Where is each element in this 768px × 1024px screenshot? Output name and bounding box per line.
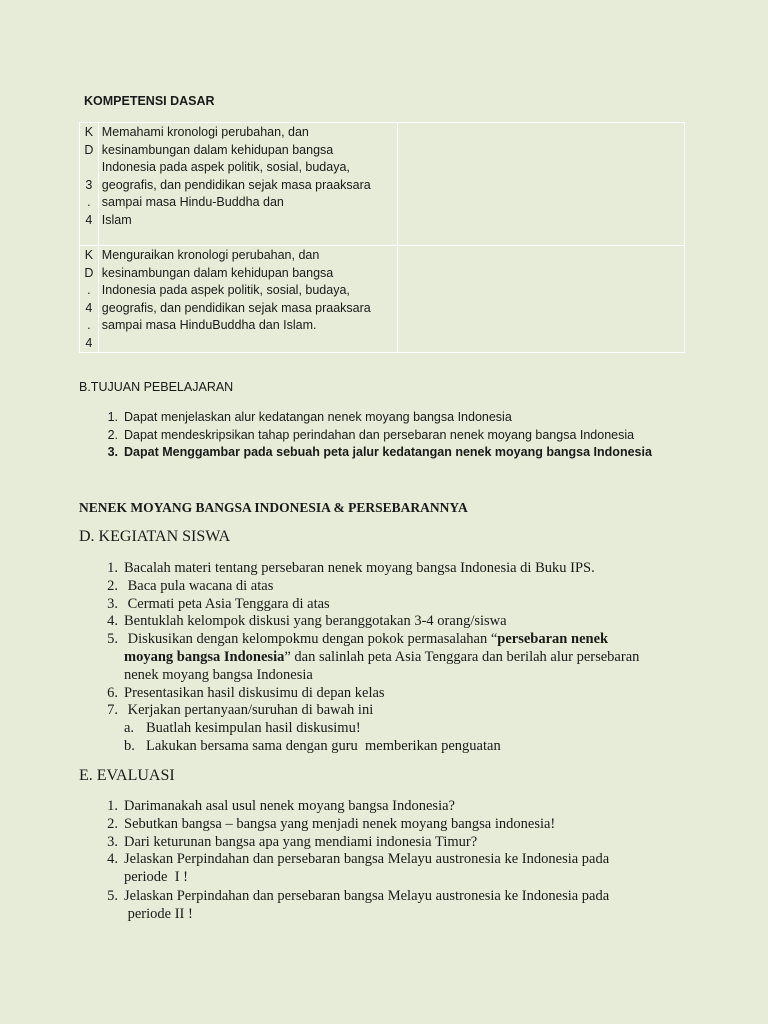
list-text: Dapat mendeskripsikan tahap perindahan dan persebaran nenek moyang bangsa Indonesia — [124, 427, 635, 442]
kd-description-cell — [98, 246, 398, 353]
list-text: Bacalah materi tentang persebaran nenek moyang bangsa Indonesia di Buku IPS. — [124, 560, 595, 576]
list-text: Bentuklah kelompok diskusi yang beranggotakan 3-4 orang/siswa — [124, 613, 507, 630]
list-number: 1. — [107, 560, 118, 576]
list-text: Jelaskan Perpindahan dan persebaran bangsa Melayu austronesia ke Indonesia pada — [124, 887, 610, 904]
sub-item-text: Buatlah kesimpulan hasil diskusimu! — [146, 720, 361, 737]
list-number: 3. — [107, 445, 118, 459]
list-number: 5. — [107, 887, 118, 904]
tujuan-heading: B.TUJUAN PEBELAJARAN — [79, 380, 234, 394]
tujuan-list — [107, 409, 652, 462]
list-number: 2. — [107, 815, 118, 832]
kd-code-char — [80, 159, 98, 177]
list-number: 1. — [107, 410, 118, 424]
list-number: 3. — [107, 833, 118, 850]
list-number: 1. — [107, 798, 118, 814]
sub-item-text: Lakukan bersama sama dengan guru memberikan penguatan — [146, 737, 501, 754]
list-number: 2. — [107, 427, 118, 442]
kd-code-char: 4 — [85, 335, 93, 350]
kd-line: kesinambungan dalam kehidupan bangsa — [101, 142, 334, 157]
kd-line: sampai masa Hindu-Buddha dan — [101, 195, 284, 209]
list-text: periode I ! — [124, 869, 189, 886]
list-item — [107, 595, 639, 614]
kd-code-char: 4 — [85, 212, 93, 227]
kd-line: sampai masa HinduBuddha dan Islam. — [101, 318, 317, 332]
kd-code-cell — [80, 123, 99, 246]
sub-item — [124, 738, 639, 756]
list-text: Cermati peta Asia Tenggara di atas — [124, 595, 330, 612]
kd-line: geografis, dan pendidikan sejak masa praaksara — [101, 177, 371, 192]
list-text-bold: moyang bangsa Indonesia — [124, 648, 285, 665]
list-text: Sebutkan bangsa – bangsa yang menjadi nenek moyang bangsa indonesia! — [124, 815, 556, 832]
kd-empty-cell — [398, 123, 685, 246]
kegiatan-heading: D. KEGIATAN SISWA — [79, 528, 231, 545]
list-text: Baca pula wacana di atas — [124, 577, 274, 594]
list-item — [124, 720, 639, 738]
list-text-bold: persebaran nenek — [497, 631, 609, 648]
list-item — [107, 577, 639, 596]
list-text: Jelaskan Perpindahan dan persebaran bangsa Melayu austronesia ke Indonesia pada — [124, 851, 610, 868]
list-item — [107, 444, 652, 462]
kd-empty-cell — [398, 246, 685, 353]
list-item — [107, 684, 639, 703]
list-text: periode II ! — [124, 905, 193, 922]
sub-item — [124, 720, 639, 738]
evaluasi-list — [107, 798, 610, 924]
list-item — [107, 631, 640, 684]
list-text: Dapat menjelaskan alur kedatangan nenek moyang bangsa Indonesia — [124, 410, 512, 424]
table-row — [80, 123, 685, 246]
list-text: nenek moyang bangsa Indonesia — [124, 666, 313, 683]
list-item — [107, 427, 652, 445]
kd-line: Memahami kronologi perubahan, dan — [101, 125, 309, 139]
list-item — [107, 815, 609, 834]
list-item — [107, 851, 610, 887]
list-text: Diskusikan dengan kelompokmu dengan pokok permasalahan “ — [124, 631, 498, 648]
kd-line: Menguraikan kronologi perubahan, dan — [101, 248, 320, 262]
list-text: ” dan salinlah peta Asia Tenggara dan berilah alur persebaran — [284, 648, 640, 665]
list-item — [107, 887, 610, 924]
kd-code-char: K — [84, 125, 94, 139]
list-item — [107, 560, 639, 578]
list-number: 5. — [107, 631, 118, 648]
kd-code-char: 3 — [85, 177, 93, 192]
list-number: 6. — [107, 684, 118, 701]
kd-code-char: K — [84, 248, 94, 262]
kd-line: geografis, dan pendidikan sejak masa praaksara — [101, 300, 371, 315]
kompetensi-heading: KOMPETENSI DASAR — [84, 94, 215, 108]
list-text: Dapat Menggambar pada sebuah peta jalur kedatangan nenek moyang bangsa Indonesia — [124, 445, 652, 459]
kd-line: Indonesia pada aspek politik, sosial, budaya, — [101, 160, 350, 174]
kompetensi-table — [79, 122, 685, 353]
kd-code-cell — [80, 246, 99, 353]
kd-code-char: 4 — [85, 300, 93, 315]
list-item — [107, 702, 639, 720]
list-text: Kerjakan pertanyaan/suruhan di bawah ini — [124, 702, 374, 719]
kd-line: kesinambungan dalam kehidupan bangsa — [101, 265, 334, 280]
list-number: 7. — [107, 702, 118, 719]
kd-code-char: . — [87, 283, 91, 297]
kd-description-cell — [98, 123, 398, 246]
kd-code-char: D — [84, 265, 94, 280]
list-number: 2. — [107, 577, 118, 594]
kd-code-char: D — [84, 142, 94, 157]
evaluasi-heading: E. EVALUASI — [79, 767, 175, 784]
section-title: NENEK MOYANG BANGSA INDONESIA & PERSEBARANNYA — [79, 500, 468, 515]
list-number: 4. — [107, 851, 118, 868]
sub-item-letter: b. — [124, 737, 135, 754]
list-item — [124, 738, 639, 756]
list-item — [107, 798, 609, 816]
sub-item-letter: a. — [124, 720, 135, 737]
list-item — [107, 613, 639, 631]
kegiatan-list — [107, 560, 640, 756]
kd-line: Islam — [101, 212, 132, 227]
list-text: Darimanakah asal usul nenek moyang bangsa Indonesia? — [124, 798, 455, 814]
list-number: 3. — [107, 595, 118, 612]
table-row — [80, 246, 685, 353]
list-item — [107, 833, 609, 852]
list-text: Dari keturunan bangsa apa yang mendiami indonesia Timur? — [124, 833, 478, 850]
kd-code-char: . — [87, 318, 91, 332]
kd-code-char: . — [87, 195, 91, 209]
list-item — [107, 409, 652, 427]
list-number: 4. — [107, 613, 118, 630]
list-text: Presentasikan hasil diskusimu di depan kelas — [124, 684, 385, 701]
kd-line: Indonesia pada aspek politik, sosial, budaya, — [101, 283, 350, 297]
